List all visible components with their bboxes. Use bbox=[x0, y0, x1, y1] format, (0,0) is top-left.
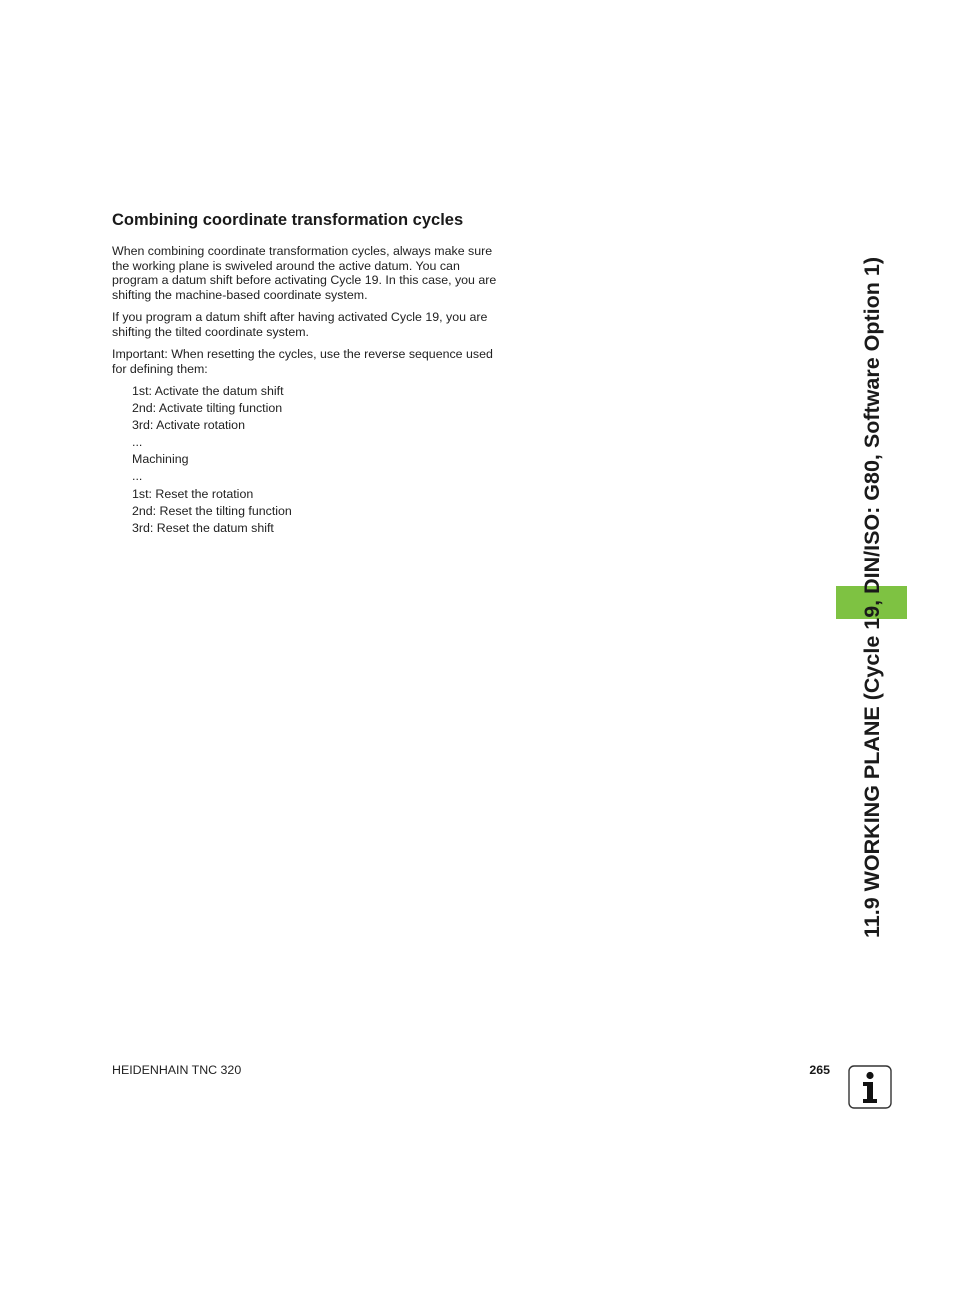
paragraph-line: shifting the machine-based coordinate system. bbox=[112, 287, 368, 302]
paragraph-line: shifting the tilted coordinate system. bbox=[112, 324, 309, 339]
cycle-sequence-list bbox=[132, 383, 292, 537]
chapter-side-title: 11.9 WORKING PLANE (Cycle 19, DIN/ISO: G80, Software Option 1) bbox=[860, 257, 884, 938]
list-item: Machining bbox=[132, 452, 189, 467]
list-item: 3rd: Reset the datum shift bbox=[132, 520, 274, 535]
paragraph-line: If you program a datum shift after having activated Cycle 19, you are bbox=[112, 310, 488, 324]
paragraph-reset-order bbox=[112, 347, 512, 376]
list-item: 1st: Reset the rotation bbox=[132, 486, 254, 501]
paragraph-line: program a datum shift before activating Cycle 19. In this case, you are bbox=[112, 273, 497, 287]
info-icon bbox=[848, 1065, 892, 1109]
list-item: 1st: Activate the datum shift bbox=[132, 384, 284, 398]
list-item: 3rd: Activate rotation bbox=[132, 418, 245, 433]
list-item: 2nd: Reset the tilting function bbox=[132, 503, 292, 518]
list-item: ... bbox=[132, 469, 143, 484]
paragraph-shift-after bbox=[112, 310, 512, 339]
section-heading: Combining coordinate transformation cycles bbox=[112, 211, 464, 229]
paragraph-line: for defining them: bbox=[112, 361, 208, 376]
paragraph-swivel-datum bbox=[112, 244, 512, 302]
paragraph-line: Important: When resetting the cycles, use the reverse sequence used bbox=[112, 347, 493, 361]
paragraph-line: the working plane is swiveled around the active datum. You can bbox=[112, 258, 460, 273]
list-item: ... bbox=[132, 435, 143, 450]
page-number: 265 bbox=[809, 1063, 830, 1077]
footer-product-name: HEIDENHAIN TNC 320 bbox=[112, 1063, 242, 1077]
paragraph-line: When combining coordinate transformation cycles, always make sure bbox=[112, 244, 493, 258]
list-item: 2nd: Activate tilting function bbox=[132, 401, 283, 416]
